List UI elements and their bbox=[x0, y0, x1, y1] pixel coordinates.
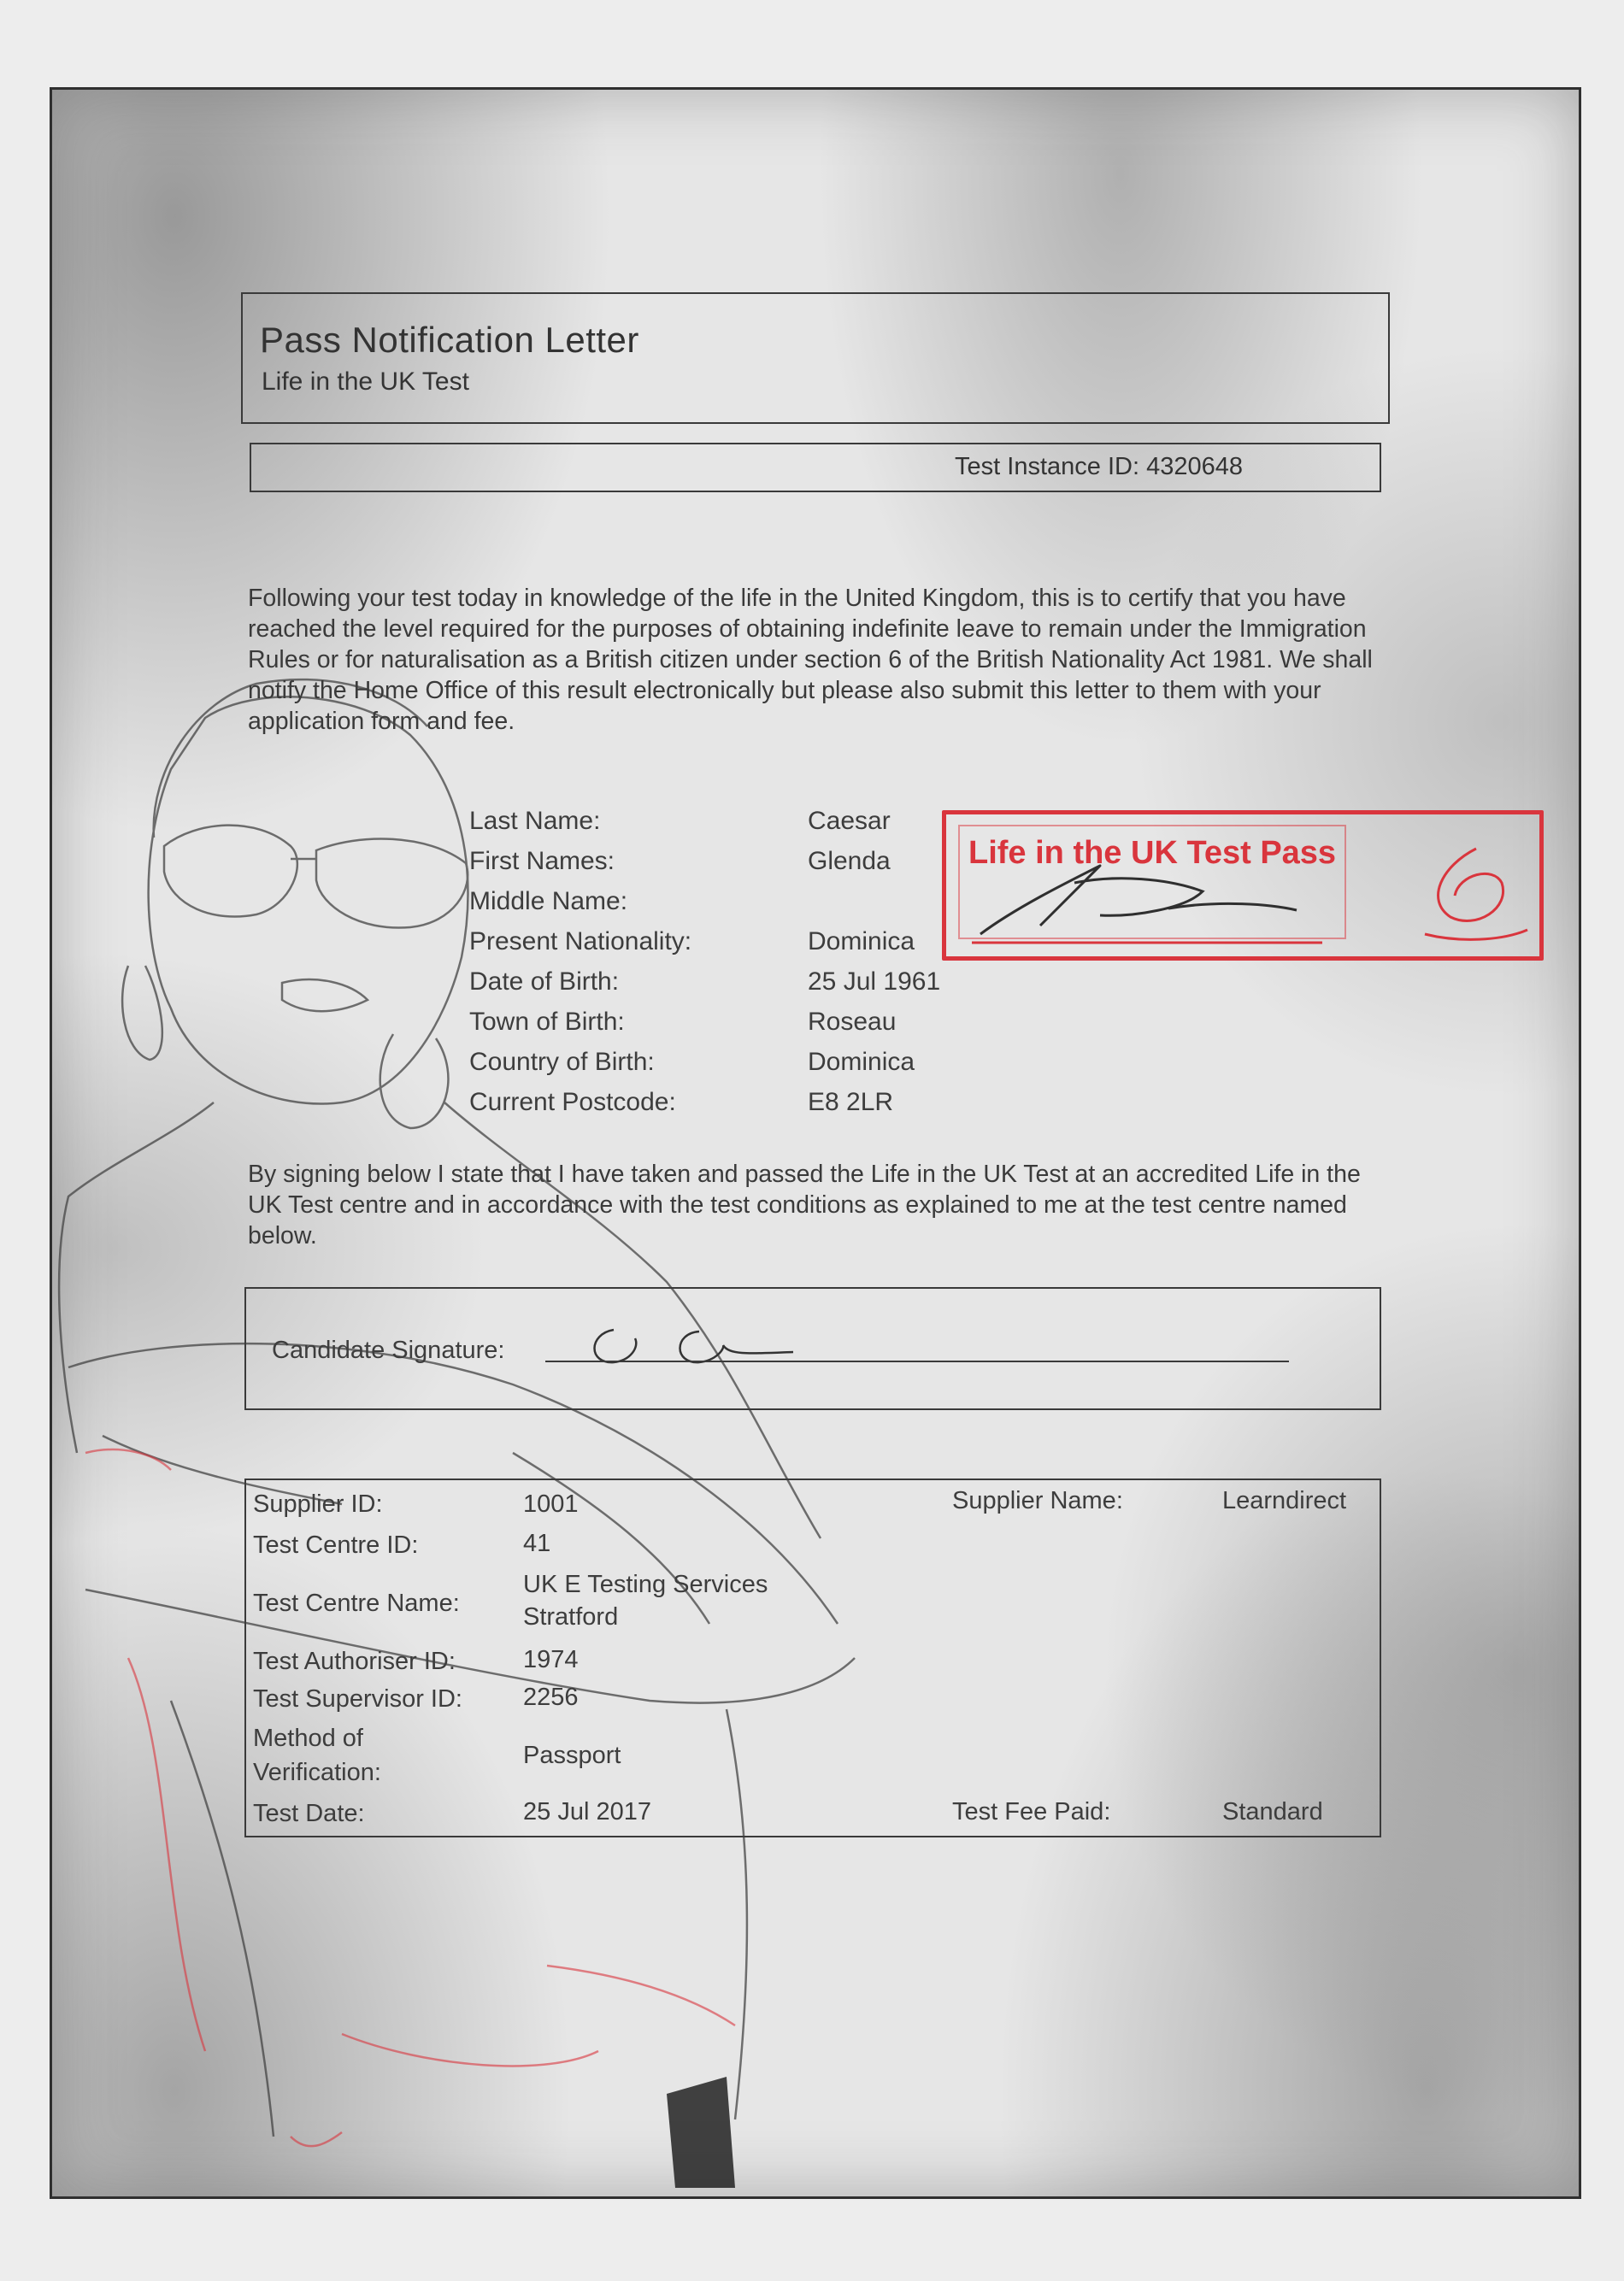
test-authoriser-id-value: 1974 bbox=[523, 1646, 579, 1673]
detail-value: E8 2LR bbox=[808, 1088, 894, 1116]
declaration-paragraph: By signing below I state that I have taken and passed the Life in the UK Test at an accredited Life in the UK Test centre and in accordance with the test conditions as explained to me at the test centre named below. bbox=[248, 1161, 1361, 1249]
test-centre-id-label: Test Centre ID: bbox=[253, 1531, 419, 1559]
pass-stamp bbox=[942, 810, 1544, 961]
detail-label: Present Nationality: bbox=[469, 927, 692, 955]
candidate-signature-icon bbox=[580, 1321, 836, 1373]
detail-label: Town of Birth: bbox=[469, 1008, 625, 1036]
detail-value: Caesar bbox=[808, 807, 891, 835]
method-label-line2: Verification: bbox=[253, 1759, 381, 1786]
detail-label: Current Postcode: bbox=[469, 1088, 676, 1116]
test-centre-name-line2: Stratford bbox=[523, 1603, 619, 1631]
test-instance-id: Test Instance ID: 4320648 bbox=[955, 453, 1243, 480]
signature-box bbox=[244, 1287, 1381, 1410]
detail-label: Middle Name: bbox=[469, 887, 628, 915]
test-details-box bbox=[244, 1479, 1381, 1837]
test-authoriser-id-label: Test Authoriser ID: bbox=[253, 1648, 456, 1675]
title-box bbox=[241, 292, 1390, 424]
test-supervisor-id-value: 2256 bbox=[523, 1684, 579, 1711]
signature-label: Candidate Signature: bbox=[272, 1337, 505, 1364]
signature-line bbox=[545, 1361, 1289, 1362]
detail-value: Roseau bbox=[808, 1008, 897, 1036]
test-date-value: 25 Jul 2017 bbox=[523, 1798, 651, 1825]
supplier-name-value: Learndirect bbox=[1222, 1487, 1347, 1514]
test-centre-name-line1: UK E Testing Services bbox=[523, 1571, 768, 1598]
detail-label: Last Name: bbox=[469, 807, 601, 835]
detail-value: 25 Jul 1961 bbox=[808, 967, 941, 996]
test-centre-name-label: Test Centre Name: bbox=[253, 1590, 460, 1617]
detail-value: Dominica bbox=[808, 927, 915, 955]
stamp-text: Life in the UK Test Pass bbox=[968, 835, 1337, 871]
detail-label: Country of Birth: bbox=[469, 1048, 655, 1076]
supplier-name-label: Supplier Name: bbox=[952, 1487, 1123, 1514]
test-supervisor-id-label: Test Supervisor ID: bbox=[253, 1685, 462, 1713]
test-fee-value: Standard bbox=[1222, 1798, 1323, 1825]
method-label-line1: Method of bbox=[253, 1725, 363, 1752]
test-date-label: Test Date: bbox=[253, 1800, 365, 1827]
detail-value: Dominica bbox=[808, 1048, 915, 1076]
detail-label: Date of Birth: bbox=[469, 967, 620, 996]
page-subtitle: Life in the UK Test bbox=[262, 367, 469, 396]
stamp-signature-icon bbox=[946, 814, 1539, 956]
test-fee-label: Test Fee Paid: bbox=[952, 1798, 1111, 1825]
supplier-id-label: Supplier ID: bbox=[253, 1490, 383, 1518]
page-title: Pass Notification Letter bbox=[260, 320, 639, 360]
detail-value: Glenda bbox=[808, 847, 891, 875]
method-value: Passport bbox=[523, 1742, 621, 1769]
test-instance-box bbox=[250, 443, 1381, 492]
intro-paragraph: Following your test today in knowledge of the life in the United Kingdom, this is to certify that you have reached the level required for the purposes of obtaining indefinite leave to remain under the Immigration Rules or for naturalisation as a British citizen under section 6 of the British Nationality Act 1981. We shall notify the Home Office of this result electronically but please also submit this letter to them with your application form and fee. bbox=[248, 585, 1373, 735]
supplier-id-value: 1001 bbox=[523, 1490, 579, 1518]
test-centre-id-value: 41 bbox=[523, 1530, 551, 1557]
detail-label: First Names: bbox=[469, 847, 615, 875]
